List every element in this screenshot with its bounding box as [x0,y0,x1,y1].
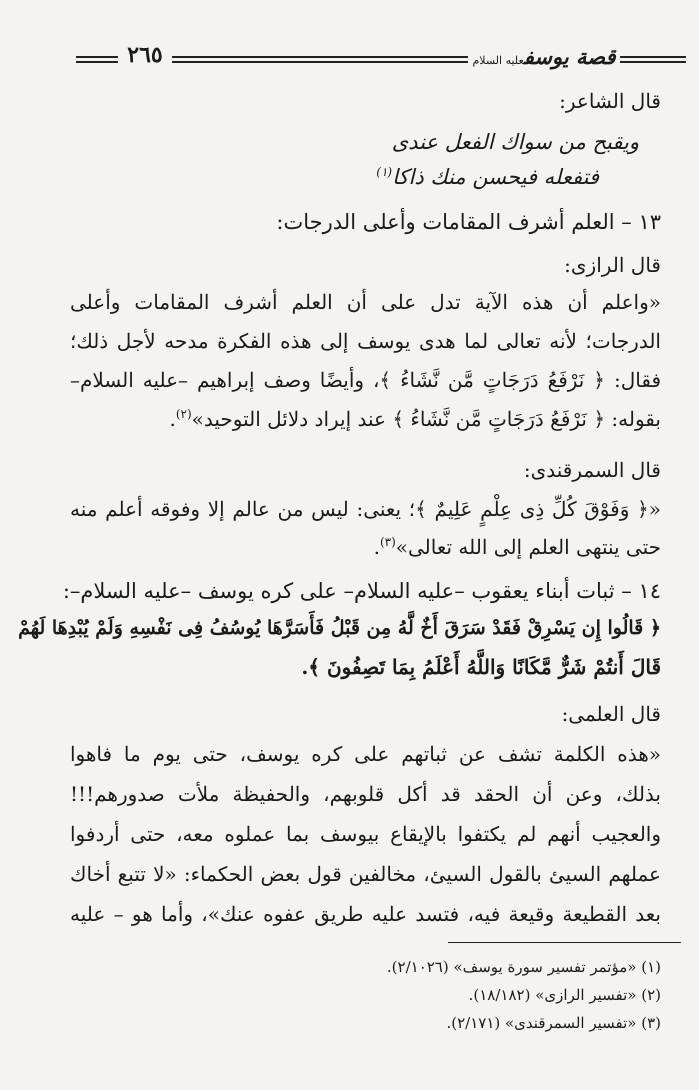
footnote: (١) «مؤتمر تفسير سورة يوسف» (٢/١٠٢٦). [386,958,661,976]
body-line: «واعلم أن هذه الآية تدل على أن العلم أشرف المقامات وأعلى [70,290,661,314]
quran-verse: قَالَ أَنتُمْ شَرٌّ مَّكَانًا وَاللَّهُ أَعْلَمُ بِمَا تَصِفُونَ ﴾. [301,655,661,679]
poem-verse-text: فتفعله فيحسن منك ذاكا [392,165,599,189]
header-rule-left [76,56,118,63]
footnote: (٣) «تفسير السمرقندى» (٢/١٧١). [446,1014,661,1032]
page-number: ٢٦٥ [127,42,163,68]
body-line-text: حتى ينتهى العلم إلى الله تعالى» [395,535,661,559]
body-line [70,400,661,438]
footnote-marker: (١) [376,165,393,179]
speaker-label: قال الشاعر: [559,89,661,113]
speaker-label: قال الرازى: [564,253,661,277]
honorific-text: عليه السلام [472,54,524,67]
quran-verse: ﴿ قَالُوا إِن يَسْرِقْ فَقَدْ سَرَقَ أَخٌ لَّهُ مِن قَبْلُ فَأَسَرَّهَا يُوسُفُ فِى نَفْسِهِ وَلَمْ يُبْدِهَا لَهُمْ [18,617,661,639]
footnote-divider [448,942,681,943]
body-line: الدرجات؛ لأنه تعالى لما هدى يوسف إلى هذه الفكرة مدحه لأجل ذلك؛ [70,329,661,353]
body-line: بذلك، وعن أن الحقد قد أكل قلوبهم، والحفيظة ملأت صدورهم!!! [70,782,661,806]
book-title-text: قصة يوسف [523,44,616,69]
sentence-end: . [169,407,176,431]
section-heading: ١٣ – العلم أشرف المقامات وأعلى الدرجات: [276,210,661,234]
body-line: عملهم السيئ بالقول السيئ، مخالفين قول بعض الحكماء: «لا تتبع أخاك [70,862,661,886]
body-line: بعد القطيعة وقيعة فيه، فتسد عليه طريق عفوه عنك»، وأما هو – عليه [70,902,661,926]
body-line-text: بقوله: ﴿ نَرْفَعُ دَرَجَاتٍ مَّن نَّشَاءُ ﴾ عند إيراد دلائل التوحيد» [191,407,661,431]
sentence-end: . [373,535,380,559]
poem-verse: ويقبح من سواك الفعل عندى [391,130,639,154]
book-title [470,44,618,69]
footnote: (٢) «تفسير الرازى» (١٨/١٨٢). [468,986,661,1004]
body-line [70,528,661,566]
header-rule-right [620,56,686,63]
body-line: فقال: ﴿ نَرْفَعُ دَرَجَاتٍ مَّن نَّشَاءُ ﴾، وأيضًا وصف إبراهيم –عليه السلام– [70,368,661,392]
header-rule-middle [172,56,468,63]
speaker-label: قال العلمى: [561,702,661,726]
footnote-marker: (٢) [175,407,192,421]
section-heading: ١٤ – ثبات أبناء يعقوب –عليه السلام– على كره يوسف –عليه السلام–: [62,579,661,603]
body-line: والعجيب أنهم لم يكتفوا بالإيقاع بيوسف بما عملوه معه، حتى أردفوا [70,822,661,846]
body-line: «هذه الكلمة تشف عن ثباتهم على كره يوسف، حتى يوم ما فاهوا [70,742,661,766]
running-header [60,38,686,78]
speaker-label: قال السمرقندى: [523,458,661,482]
body-line: «﴿ وَفَوْقَ كُلِّ ذِى عِلْمٍ عَلِيمٌ ﴾؛ يعنى: ليس من عالم إلا وفوقه أعلم منه [70,497,661,521]
footnote-marker: (٣) [379,535,396,549]
poem-verse [70,158,599,196]
